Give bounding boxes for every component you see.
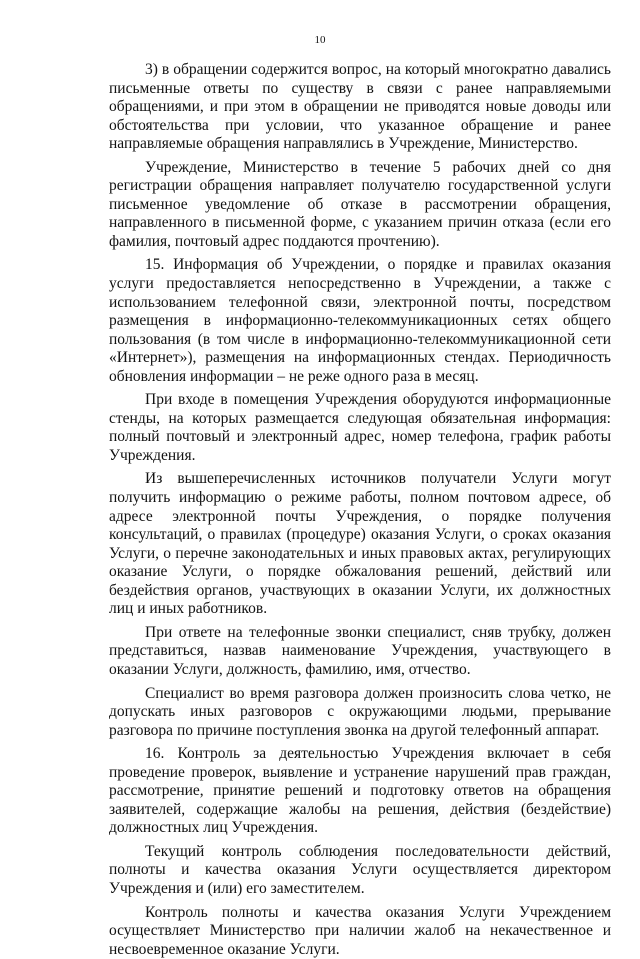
paragraph-ministry-control: Контроль полноты и качества оказания Услуги Учреждением осуществляет Министерство при наличии жалоб на некачественное и несвоевременное оказание Услуги. xyxy=(109,903,611,958)
document-body xyxy=(109,61,611,959)
paragraph-section-16-control: 16. Контроль за деятельностью Учреждения включает в себя проведение проверок, выявление и устранение нарушений прав граждан, рассмотрение, принятие решений и подготовку ответов на обращения заявителей, содержащие жалобы на решения, действия (бездействие) должностных лиц Учреждения. xyxy=(109,745,611,837)
paragraph-refusal-condition-3: 3) в обращении содержится вопрос, на который многократно давались письменные ответы по существу в связи с ранее направляемыми обращениями, и при этом в обращении не приводятся новые доводы или обстоятельства при условии, что указанное обращение и ранее направляемые обращения направлялись в Учреждение, Министерство. xyxy=(109,61,611,153)
page-number: 10 xyxy=(314,34,326,46)
paragraph-current-control: Текущий контроль соблюдения последовательности действий, полноты и качества оказания Услуги осуществляется директором Учреждения и (или) его заместителем. xyxy=(109,842,611,897)
paragraph-phone-conduct: Специалист во время разговора должен произносить слова четко, не допускать иных разговоров с окружающими людьми, прерывание разговора по причине поступления звонка на другой телефонный аппарат. xyxy=(109,684,611,739)
paragraph-phone-answer: При ответе на телефонные звонки специалист, сняв трубку, должен представиться, назвав наименование Учреждения, участвующего в оказании Услуги, должность, фамилию, имя, отчество. xyxy=(109,623,611,678)
paragraph-refusal-notification: Учреждение, Министерство в течение 5 рабочих дней со дня регистрации обращения направляет получателю государственной услуги письменное уведомление об отказе в рассмотрении обращения, направленного в письменной форме, с указанием причин отказа (если его фамилия, почтовый адрес поддаются прочтению). xyxy=(109,158,611,250)
paragraph-information-sources: Из вышеперечисленных источников получатели Услуги могут получить информацию о режиме работы, полном почтовом адресе, об адресе электронной почты Учреждения, о порядке получения консультаций, о правилах (процедуре) оказания Услуги, о сроках оказания Услуги, о перечне законодательных и иных правовых актах, регулирующих оказание Услуги, о порядке обжалования решений, действий или бездействия органов, участвующих в оказании Услуги, их должностных лиц и иных работников. xyxy=(109,470,611,618)
paragraph-information-stands: При входе в помещения Учреждения оборудуются информационные стенды, на которых размещается следующая обязательная информация: полный почтовый и электронный адрес, номер телефона, график работы Учреждения. xyxy=(109,391,611,464)
paragraph-section-15-information: 15. Информация об Учреждении, о порядке и правилах оказания услуги предоставляется непосредственно в Учреждении, а также с использованием телефонной связи, электронной почты, посредством размещения в информационно-телекоммуникационных сетях общего пользования (в том числе в информационно-телекоммуникационной сети «Интернет»), размещения на информационных стендах. Периодичность обновления информации – не реже одного раза в месяц. xyxy=(109,256,611,385)
